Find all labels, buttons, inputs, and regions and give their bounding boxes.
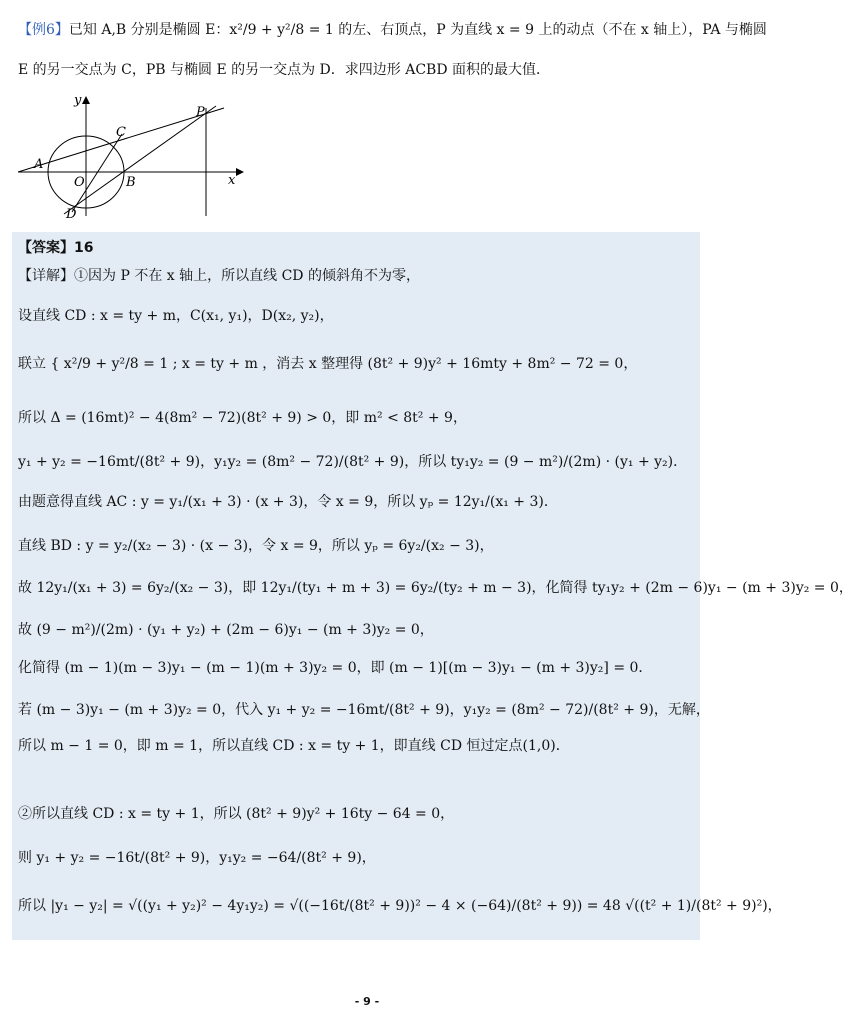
solution-line: 所以 m − 1 = 0，即 m = 1，所以直线 CD : x = ty + 1，即直线 CD 恒过定点(1,0)． (18, 738, 570, 754)
solution-line: y₁ + y₂ = −16mt/(8t² + 9)，y₁y₂ = (8m² − 72)/(8t² + 9)，所以 ty₁y₂ = (9 − m²)/(2m) · (y₁ + y₂)． (18, 454, 688, 470)
answer-value: 16 (74, 240, 94, 256)
page-number: - 9 - (354, 995, 380, 1008)
answer-line (18, 238, 93, 258)
problem-text-2: E 的另一交点为 C，PB 与椭圆 E 的另一交点为 D．求四边形 ACBD 面积的最大值． (18, 62, 551, 78)
solution-line: 所以 Δ = (16mt)² − 4(8m² − 72)(8t² + 9) > 0，即 m² < 8t² + 9， (18, 410, 467, 426)
solution-line: 故 12y₁/(x₁ + 3) = 6y₂/(x₂ − 3)，即 12y₁/(ty₁ + m + 3) = 6y₂/(ty₂ + m − 3)，化简得 ty₁y₂ + (2m − 6)y₁ − (m + 3)y₂ = 0， (18, 580, 853, 596)
label-y: y (74, 93, 82, 108)
problem-line-2 (18, 60, 720, 80)
label-a: A (34, 157, 44, 172)
problem-text-1: 已知 A,B 分别是椭圆 E：x²/9 + y²/8 = 1 的左、右顶点，P 为直线 x = 9 上的动点（不在 x 轴上），PA 与椭圆 (68, 22, 767, 38)
example-tag: 【例6】 (18, 22, 69, 38)
label-d: D (66, 207, 77, 222)
solution-line: 【详解】①因为 P 不在 x 轴上，所以直线 CD 的倾斜角不为零， (18, 268, 420, 284)
x-axis-arrow (236, 168, 244, 176)
solution-line: 设直线 CD : x = ty + m，C(x₁, y₁)，D(x₂, y₂)， (18, 308, 334, 324)
label-p: P (196, 105, 205, 120)
solution-line: 所以 |y₁ − y₂| = √((y₁ + y₂)² − 4y₁y₂) = √((−16t/(8t² + 9))² − 4 × (−64)/(8t² + 9)) = 48 √((t² + 1)/(8t² + 9)²)， (18, 898, 782, 914)
line-cd (72, 134, 122, 212)
line-pa (18, 108, 224, 172)
label-c: C (116, 125, 126, 140)
solution-line: 化简得 (m − 1)(m − 3)y₁ − (m − 1)(m + 3)y₂ = 0，即 (m − 1)[(m − 3)y₁ − (m + 3)y₂] = 0． (18, 660, 653, 676)
solution-line: 故 (9 − m²)/(2m) · (y₁ + y₂) + (2m − 6)y₁ − (m + 3)y₂ = 0， (18, 622, 434, 638)
line-pb (64, 106, 216, 214)
solution-line: 直线 BD : y = y₂/(x₂ − 3) · (x − 3)，令 x = 9，所以 yₚ = 6y₂/(x₂ − 3)， (18, 538, 494, 554)
solution-line: 由题意得直线 AC : y = y₁/(x₁ + 3) · (x + 3)，令 x = 9，所以 yₚ = 12y₁/(x₁ + 3)． (18, 494, 558, 510)
label-b: B (126, 175, 136, 190)
y-axis-arrow (82, 96, 90, 104)
solution-panel (12, 232, 853, 940)
solution-line: 若 (m − 3)y₁ − (m + 3)y₂ = 0，代入 y₁ + y₂ = −16mt/(8t² + 9)，y₁y₂ = (8m² − 72)/(8t² + 9)，无解， (18, 702, 710, 718)
solution-line: ②所以直线 CD : x = ty + 1，所以 (8t² + 9)y² + 16ty − 64 = 0， (18, 806, 455, 822)
ellipse-figure (14, 92, 244, 220)
label-origin: O (74, 175, 85, 190)
solution-line: 则 y₁ + y₂ = −16t/(8t² + 9)，y₁y₂ = −64/(8t² + 9)， (18, 850, 376, 866)
answer-tag: 【答案】 (18, 240, 74, 256)
solution-line: 联立 { x²/9 + y²/8 = 1 ; x = ty + m ，消去 x 整理得 (8t² + 9)y² + 16mty + 8m² − 72 = 0， (18, 356, 638, 372)
problem-line-1 (18, 20, 767, 40)
label-x: x (228, 173, 236, 188)
